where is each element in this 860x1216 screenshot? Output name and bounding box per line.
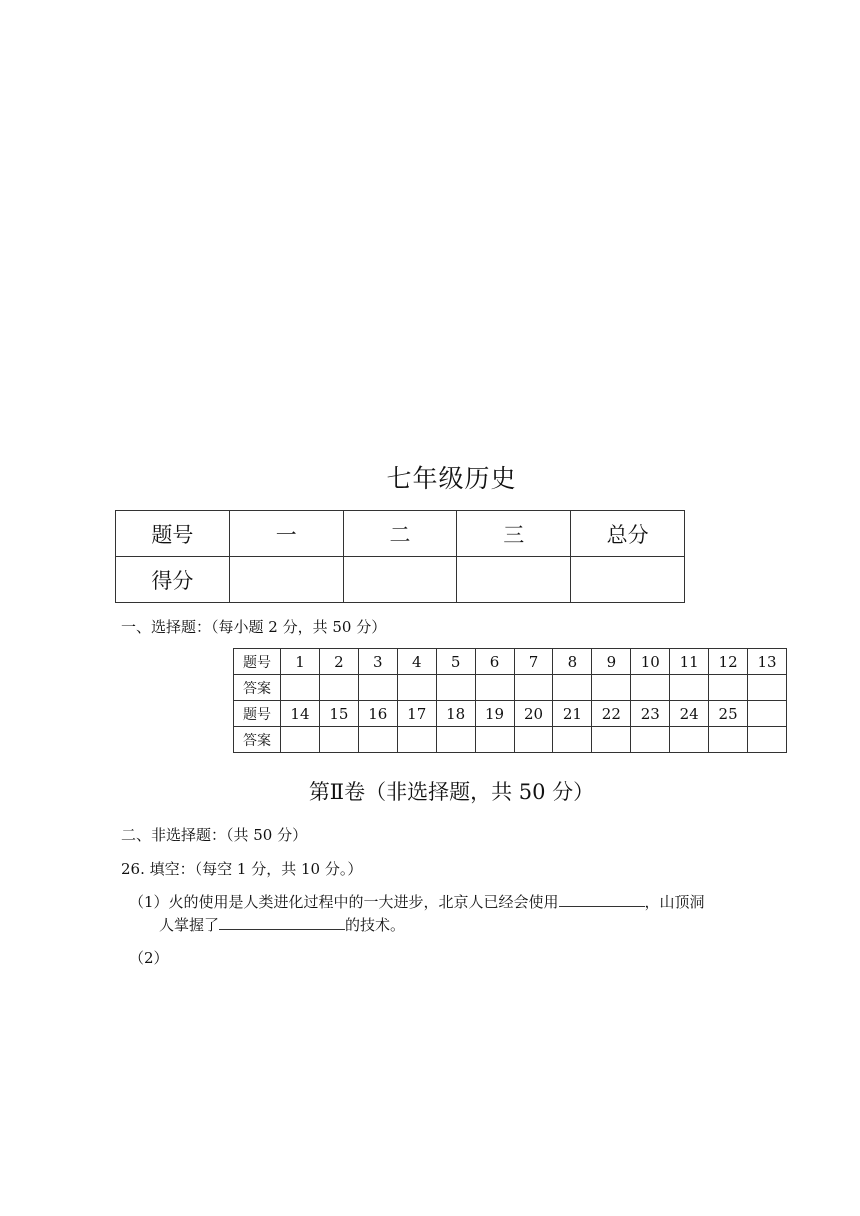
question-number-cell: 18 (436, 701, 475, 727)
answer-cell[interactable] (553, 675, 592, 701)
answer-grid-label: 答案 (234, 727, 281, 753)
answer-cell[interactable] (436, 727, 475, 753)
question-number-cell: 11 (670, 649, 709, 675)
question-1-line2 (159, 914, 405, 935)
question-number-cell: 16 (358, 701, 397, 727)
answer-cell[interactable] (709, 675, 748, 701)
answer-grid-number-row (234, 649, 787, 675)
score-cell[interactable] (457, 557, 571, 603)
question-number-cell: 24 (670, 701, 709, 727)
answer-cell[interactable] (319, 727, 358, 753)
answer-grid-label: 题号 (234, 649, 281, 675)
question-number-cell: 7 (514, 649, 553, 675)
answer-cell[interactable] (670, 675, 709, 701)
question-number-cell: 15 (319, 701, 358, 727)
answer-cell[interactable] (631, 727, 670, 753)
score-row-label: 得分 (116, 557, 230, 603)
answer-grid-answer-row (234, 727, 787, 753)
score-header-cell: 一 (229, 511, 343, 557)
score-header-cell: 题号 (116, 511, 230, 557)
answer-cell[interactable] (436, 675, 475, 701)
answer-grid-number-row (234, 701, 787, 727)
question-number-cell: 3 (358, 649, 397, 675)
score-table-header-row (116, 511, 685, 557)
score-header-cell: 二 (343, 511, 457, 557)
question-number-cell: 17 (397, 701, 436, 727)
section1-heading: 一、选择题：（每小题 2 分，共 50 分） (121, 618, 387, 636)
score-header-cell: 三 (457, 511, 571, 557)
question-number-cell: 21 (553, 701, 592, 727)
answer-grid (233, 648, 787, 753)
answer-cell[interactable] (631, 675, 670, 701)
question-number-cell: 14 (281, 701, 320, 727)
question-1-text: （1）火的使用是人类进化过程中的一大进步，北京人已经会使用 (129, 893, 559, 911)
question-number-cell: 5 (436, 649, 475, 675)
answer-grid-label: 答案 (234, 675, 281, 701)
answer-grid-answer-row (234, 675, 787, 701)
answer-cell[interactable] (358, 675, 397, 701)
question-number-cell: 22 (592, 701, 631, 727)
question-number-cell: 8 (553, 649, 592, 675)
question-number-cell: 23 (631, 701, 670, 727)
answer-cell[interactable] (748, 675, 787, 701)
answer-cell[interactable] (475, 675, 514, 701)
question-number-cell: 13 (748, 649, 787, 675)
question-number-cell: 2 (319, 649, 358, 675)
fill-blank[interactable] (219, 914, 345, 930)
question-1-text: 人掌握了 (159, 916, 220, 934)
question-26-heading: 26. 填空：（每空 1 分，共 10 分。） (121, 860, 363, 878)
question-number-cell: 25 (709, 701, 748, 727)
answer-cell[interactable] (319, 675, 358, 701)
answer-cell[interactable] (397, 675, 436, 701)
section2-heading: 二、非选择题：（共 50 分） (121, 826, 308, 844)
answer-cell[interactable] (670, 727, 709, 753)
question-number-cell: 20 (514, 701, 553, 727)
score-cell[interactable] (229, 557, 343, 603)
question-number-cell: 6 (475, 649, 514, 675)
question-number-cell: 12 (709, 649, 748, 675)
score-header-cell: 总分 (571, 511, 685, 557)
answer-cell[interactable] (358, 727, 397, 753)
question-1-line1 (129, 891, 705, 912)
answer-cell[interactable] (281, 727, 320, 753)
question-1-text: ，山顶洞 (644, 893, 705, 911)
answer-cell[interactable] (514, 727, 553, 753)
score-table-score-row (116, 557, 685, 603)
volume-2-heading: 第Ⅱ卷（非选择题，共 50 分） (308, 780, 595, 804)
answer-cell[interactable] (592, 727, 631, 753)
question-1-text: 的技术。 (345, 916, 406, 934)
question-number-cell: 4 (397, 649, 436, 675)
answer-cell[interactable] (592, 675, 631, 701)
answer-cell[interactable] (281, 675, 320, 701)
page-title: 七年级历史 (386, 464, 517, 493)
answer-cell[interactable] (397, 727, 436, 753)
score-table (115, 510, 685, 603)
answer-grid-label: 题号 (234, 701, 281, 727)
fill-blank[interactable] (559, 891, 645, 907)
question-number-cell: 9 (592, 649, 631, 675)
question-number-cell (748, 701, 787, 727)
score-cell[interactable] (571, 557, 685, 603)
answer-cell[interactable] (514, 675, 553, 701)
answer-cell[interactable] (553, 727, 592, 753)
answer-cell[interactable] (475, 727, 514, 753)
answer-cell[interactable] (709, 727, 748, 753)
question-number-cell: 10 (631, 649, 670, 675)
answer-cell[interactable] (748, 727, 787, 753)
question-number-cell: 19 (475, 701, 514, 727)
question-number-cell: 1 (281, 649, 320, 675)
question-2-label: （2） (129, 949, 169, 967)
score-cell[interactable] (343, 557, 457, 603)
